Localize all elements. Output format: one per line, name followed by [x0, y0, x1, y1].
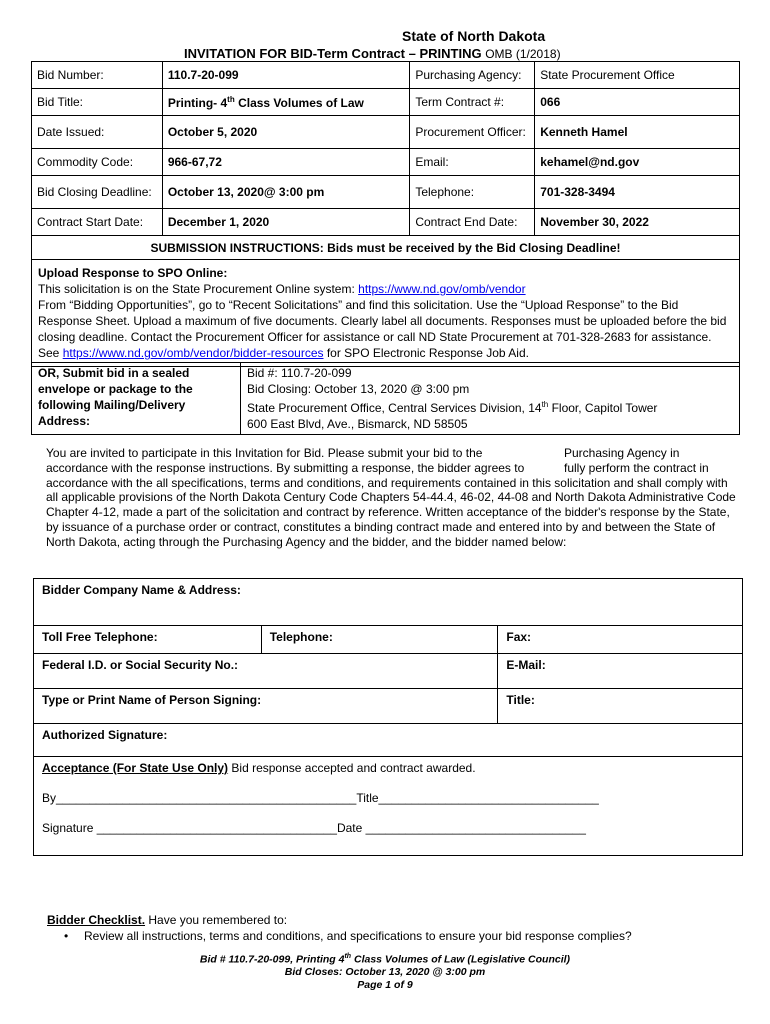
checklist-item [64, 929, 632, 943]
bid-title [162, 89, 410, 116]
invitation-line2b: fully perform the contract in [564, 460, 709, 475]
footer-line2: Bid Closes: October 13, 2020 @ 3:00 pm [284, 966, 486, 978]
date-issued: October 5, 2020 [162, 116, 410, 149]
procurement-officer: Kenneth Hamel [535, 116, 740, 149]
acceptance-text: Bid response accepted and contract awarded. [228, 761, 476, 775]
invitation-line2a: accordance with the response instructions. By submitting a response, the bidder agrees to [46, 460, 525, 475]
company-name-label: Bidder Company Name & Address: [42, 583, 241, 597]
telephone-field[interactable] [261, 626, 498, 654]
footer-line1-pre: Bid # 110.7-20-099, Printing 4 [199, 953, 345, 966]
doc-title-text: INVITATION FOR BID-Term Contract – PRINTING [184, 46, 482, 61]
form-id: OMB (1/2018) [485, 47, 561, 61]
toll-free-label: Toll Free Telephone: [42, 630, 158, 644]
vendor-link[interactable]: https://www.nd.gov/omb/vendor [358, 282, 526, 296]
date-issued-label: Date Issued: [32, 116, 163, 149]
term-contract: 066 [535, 89, 740, 116]
checklist-intro: Have you remembered to: [148, 913, 288, 927]
footer-page: Page 1 of 9 [357, 978, 413, 991]
mailing-table [31, 362, 740, 435]
bidder-telephone-label: Telephone: [269, 630, 333, 644]
mail-bid-number: Bid #: 110.7-20-099 [247, 366, 352, 380]
bid-info-table [31, 61, 740, 367]
bidder-resources-link[interactable]: https://www.nd.gov/omb/vendor/bidder-resources [62, 346, 324, 360]
mail-heading: OR, Submit bid in a sealed envelope or package to the following Mailing/Delivery Address: [32, 363, 241, 435]
mail-address: 600 East Blvd, Ave., Bismarck, ND 58505 [247, 417, 468, 431]
signer-name-label: Type or Print Name of Person Signing: [42, 693, 262, 707]
bid-number: 110.7-20-099 [162, 62, 410, 89]
email-label: Email: [410, 149, 535, 176]
procurement-officer-label: Procurement Officer: [410, 116, 535, 149]
invitation-line1a: You are invited to participate in this Invitation for Bid. Please submit your bid to the [46, 446, 483, 460]
contract-start-label: Contract Start Date: [32, 209, 163, 236]
invitation-line2 [46, 461, 736, 476]
upload-section [32, 260, 740, 367]
invitation-rest: accordance with the all specifications, terms and conditions, and requirements contained in this solicitation and shall comply with all applicable provisions of the North Dakota Century Code Chapters 54-44.4, 46-02, 44-08 and North Dakota Administrative Code Chapter 4-12, made a part of the solicitation and contract by reference. Written acceptance of the bidder's response by the State, by issuance of a purchase order or contract, constitutes a binding contract made and entered into by and between the State of North Dakota, acting through the Purchasing Agency and the bidder, and the bidder named below: [46, 475, 736, 549]
contract-end-label: Contract End Date: [410, 209, 535, 236]
upload-line1 [38, 281, 733, 297]
checklist [47, 913, 287, 927]
signer-title-field[interactable] [498, 689, 743, 724]
signer-name-field[interactable] [34, 689, 498, 724]
bid-title-label: Bid Title: [32, 89, 163, 116]
federal-id-field[interactable] [34, 654, 498, 689]
upload-tail: for SPO Electronic Response Job Aid. [326, 346, 529, 360]
upload-body-text: From “Bidding Opportunities”, go to “Recent Solicitations” and find this solicitation. Use the “Upload Response” to the Bid Response Sheet. Upload a maximum of five documents. Clearly label all documents. Responses must be uploaded before the bid closing deadline. Contact the Procurement Officer for assistance or call ND State Procurement at 701-328-2683 for assistance. See [38, 298, 727, 360]
bid-title-post: Class Volumes of Law [234, 95, 364, 110]
upload-line1-text: This solicitation is on the State Procurement Online system: [38, 282, 355, 296]
footer [0, 951, 770, 991]
bid-number-label: Bid Number: [32, 62, 163, 89]
signature-field[interactable] [34, 724, 743, 757]
telephone-label: Telephone: [410, 176, 535, 209]
footer-line1 [0, 951, 770, 966]
invitation-paragraph [46, 446, 736, 550]
acceptance-by-line[interactable]: By_____________________________________________Title_________________________________ [42, 791, 599, 805]
mail-office-sup: th [541, 400, 549, 409]
commodity-code-label: Commodity Code: [32, 149, 163, 176]
bid-closing-label: Bid Closing Deadline: [32, 176, 163, 209]
fax-field[interactable] [498, 626, 743, 654]
bidder-form [33, 578, 743, 856]
signer-title-label: Title: [506, 693, 535, 707]
submission-heading: SUBMISSION INSTRUCTIONS: Bids must be received by the Bid Closing Deadline! [32, 236, 740, 260]
invitation-line1b: Purchasing Agency in [564, 446, 680, 460]
telephone-value: 701-328-3494 [535, 176, 740, 209]
state-title: State of North Dakota [402, 28, 546, 44]
invitation-line1 [46, 446, 736, 461]
bid-closing: October 13, 2020@ 3:00 pm [162, 176, 410, 209]
checklist-item-1: Review all instructions, terms and conditions, and specifications to ensure your bid response complies? [84, 929, 632, 943]
bid-title-pre: Printing- 4 [167, 95, 228, 110]
bullet-icon: • [64, 929, 69, 943]
federal-id-label: Federal I.D. or Social Security No.: [42, 658, 239, 672]
term-contract-label: Term Contract #: [410, 89, 535, 116]
email-value: kehamel@nd.gov [535, 149, 740, 176]
fax-label: Fax: [506, 630, 532, 644]
company-name-field[interactable] [34, 579, 743, 626]
mail-address-block [241, 363, 740, 435]
checklist-heading: Bidder Checklist. [47, 913, 146, 927]
upload-body [38, 297, 733, 361]
acceptance-heading: Acceptance (For State Use Only) [42, 761, 229, 775]
mail-office-post: Floor, Capitol Tower [548, 401, 658, 415]
acceptance-line [42, 761, 734, 775]
acceptance-signature-line[interactable]: Signature ____________________________________Date _________________________________ [42, 821, 586, 835]
signature-label: Authorized Signature: [42, 728, 168, 742]
purchasing-agency-label: Purchasing Agency: [410, 62, 535, 89]
doc-title [184, 46, 561, 61]
contract-start: December 1, 2020 [162, 209, 410, 236]
bidder-email-label: E-Mail: [506, 658, 546, 672]
upload-heading: Upload Response to SPO Online: [38, 266, 228, 280]
bidder-email-field[interactable] [498, 654, 743, 689]
footer-line1-sup: th [344, 953, 352, 960]
purchasing-agency: State Procurement Office [535, 62, 740, 89]
bid-title-sup: th [227, 94, 235, 104]
mail-office-pre: State Procurement Office, Central Services Division, 14 [247, 401, 542, 415]
mail-office [247, 397, 733, 416]
mail-closing: Bid Closing: October 13, 2020 @ 3:00 pm [247, 382, 470, 396]
acceptance-section [34, 757, 743, 856]
commodity-code: 966-67,72 [162, 149, 410, 176]
toll-free-field[interactable] [34, 626, 262, 654]
contract-end: November 30, 2022 [535, 209, 740, 236]
footer-line1-post: Class Volumes of Law (Legislative Council) [351, 953, 571, 966]
